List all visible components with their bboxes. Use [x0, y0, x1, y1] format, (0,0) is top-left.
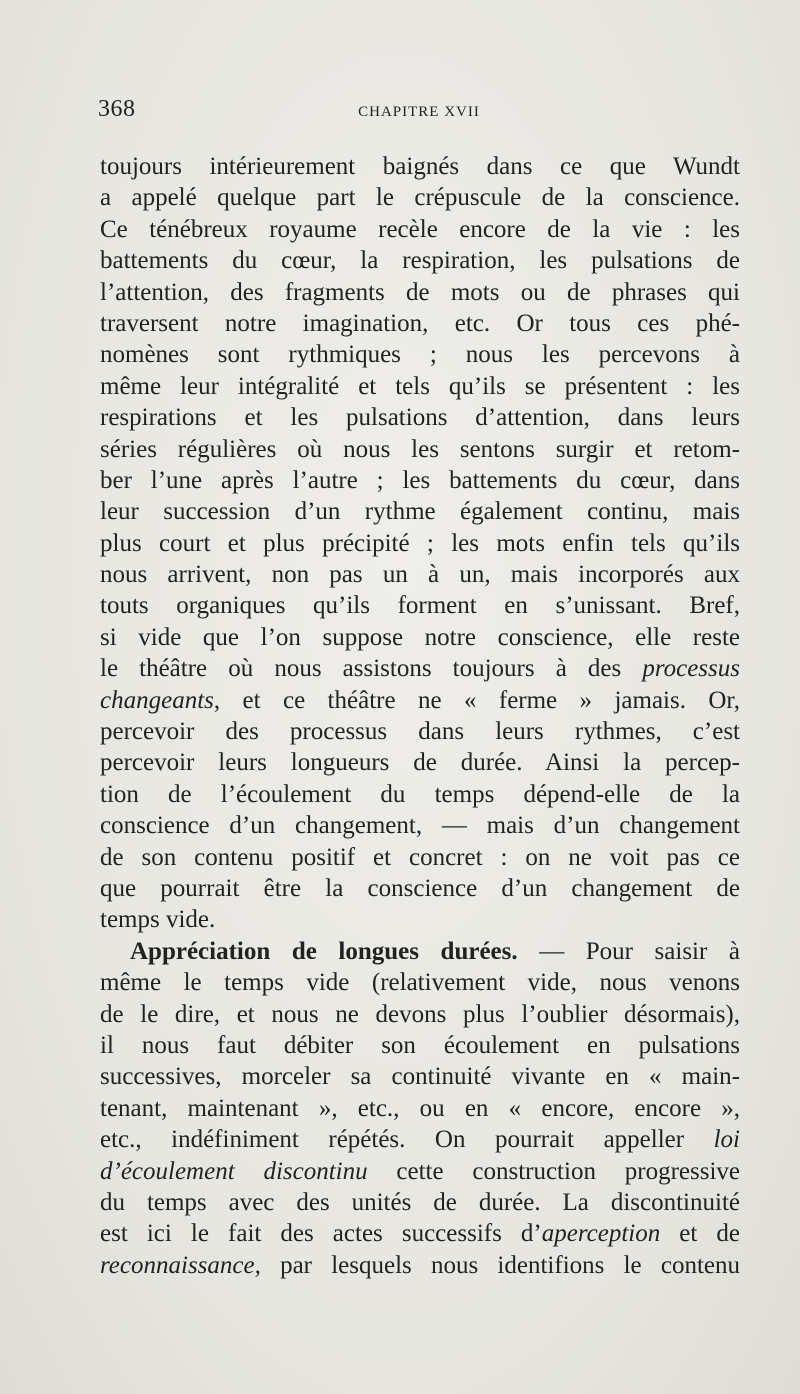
text-line — [100, 434, 740, 465]
text-line — [100, 810, 740, 841]
line-text: il nous faut débiter son écoulement en pulsations — [100, 1031, 740, 1059]
line-text: tenant, maintenant », etc., ou en « encore, encore », — [100, 1094, 740, 1122]
text-line — [100, 716, 740, 747]
line-text: respirations et les pulsations d’attention, dans leurs — [100, 404, 740, 432]
text-line — [100, 1187, 740, 1218]
text-line — [100, 277, 740, 308]
line-text: est ici le fait des actes successifs d’ — [100, 1220, 542, 1248]
line-text: traversent notre imagination, etc. Or tous ces phé- — [100, 309, 740, 337]
text-line — [100, 496, 740, 527]
line-text: temps vide. — [100, 906, 216, 934]
text-line — [100, 339, 740, 370]
text-line — [100, 622, 740, 653]
text-line — [100, 308, 740, 339]
text-line — [100, 1093, 740, 1124]
line-text: de son contenu positif et concret : on ne voit pas ce — [100, 843, 740, 871]
line-text: tion de l’écoulement du temps dépend-elle de la — [100, 780, 740, 808]
text-line — [100, 590, 740, 621]
text-line — [100, 904, 740, 935]
italic-text: changeants — [100, 686, 214, 714]
running-head: CHAPITRE XVII — [358, 104, 480, 120]
line-text: etc., indéfiniment répétés. On pourrait appeller — [100, 1126, 714, 1154]
italic-text: processus — [642, 655, 740, 683]
line-text: touts organiques qu’ils forment en s’unissant. Bref, — [100, 592, 740, 620]
body-text — [100, 151, 740, 1281]
line-text: successives, morceler sa continuité vivante en « main- — [100, 1063, 740, 1091]
text-line — [100, 653, 740, 684]
text-line — [100, 999, 740, 1030]
text-line — [100, 1030, 740, 1061]
line-text: toujours intérieurement baignés dans ce que Wundt — [100, 153, 740, 180]
text-line — [100, 371, 740, 402]
text-line — [100, 559, 740, 590]
text-line — [100, 528, 740, 559]
line-text: , et ce théâtre ne « ferme » jamais. Or, — [213, 686, 740, 714]
line-text: si vide que l’on suppose notre conscience, elle reste — [100, 623, 740, 651]
line-text: le théâtre où nous assistons toujours à des — [100, 655, 643, 683]
line-text: et de — [660, 1220, 741, 1248]
italic-text: aperception — [541, 1220, 661, 1248]
line-text: même le temps vide (relativement vide, nous venons — [100, 969, 740, 997]
text-line — [100, 1124, 740, 1155]
line-text: battements du cœur, la respiration, les pulsations de — [100, 247, 740, 275]
line-text: nomènes sont rythmiques ; nous les percevons à — [100, 341, 740, 369]
line-text: ber l’une après l’autre ; les battements du cœur, dans — [100, 466, 740, 494]
line-text: par lesquels nous identifions le contenu — [260, 1251, 740, 1279]
text-line — [100, 747, 740, 778]
line-text: percevoir leurs longueurs de durée. Ainsi la percep- — [100, 749, 740, 777]
italic-text: loi — [713, 1126, 740, 1154]
text-line — [100, 1218, 740, 1249]
text-line — [100, 465, 740, 496]
line-text: percevoir des processus dans leurs rythmes, c’est — [100, 718, 740, 746]
text-line — [100, 182, 740, 213]
text-line — [100, 936, 740, 967]
section-heading: Appréciation de longues durées. — [130, 937, 518, 965]
line-text: leur succession d’un rythme également continu, mais — [100, 498, 740, 526]
italic-text: reconnaissance, — [100, 1251, 261, 1279]
italic-text: d’écoulement discontinu — [100, 1157, 368, 1185]
page-number: 368 — [98, 96, 136, 122]
text-line — [100, 151, 740, 182]
line-text: plus court et plus précipité ; les mots enfin tels qu’ils — [100, 529, 740, 557]
line-text: de le dire, et nous ne devons plus l’oublier désormais), — [100, 1000, 740, 1028]
page-header — [98, 96, 740, 132]
line-text: conscience d’un changement, — mais d’un changement — [100, 812, 740, 840]
line-text: — Pour saisir à — [517, 937, 740, 965]
line-text: même leur intégralité et tels qu’ils se présentent : les — [100, 372, 740, 400]
line-text: que pourrait être la conscience d’un changement de — [100, 874, 740, 902]
line-text: du temps avec des unités de durée. La discontinuité — [100, 1188, 740, 1216]
text-line — [100, 245, 740, 276]
text-line — [100, 873, 740, 904]
line-text: a appelé quelque part le crépuscule de la conscience. — [100, 184, 740, 212]
text-line — [100, 685, 740, 716]
text-line — [100, 842, 740, 873]
text-line — [100, 779, 740, 810]
line-text: nous arrivent, non pas un à un, mais incorporés aux — [100, 561, 740, 589]
text-line — [100, 1061, 740, 1092]
text-line — [100, 214, 740, 245]
text-line — [100, 1250, 740, 1281]
line-text: séries régulières où nous les sentons surgir et retom- — [100, 435, 740, 463]
text-line — [100, 967, 740, 998]
line-text: cette construction progressive — [367, 1157, 740, 1185]
text-line — [100, 402, 740, 433]
line-text: l’attention, des fragments de mots ou de phrases qui — [100, 278, 740, 306]
text-line — [100, 1156, 740, 1187]
line-text: Ce ténébreux royaume recèle encore de la vie : les — [100, 215, 740, 243]
